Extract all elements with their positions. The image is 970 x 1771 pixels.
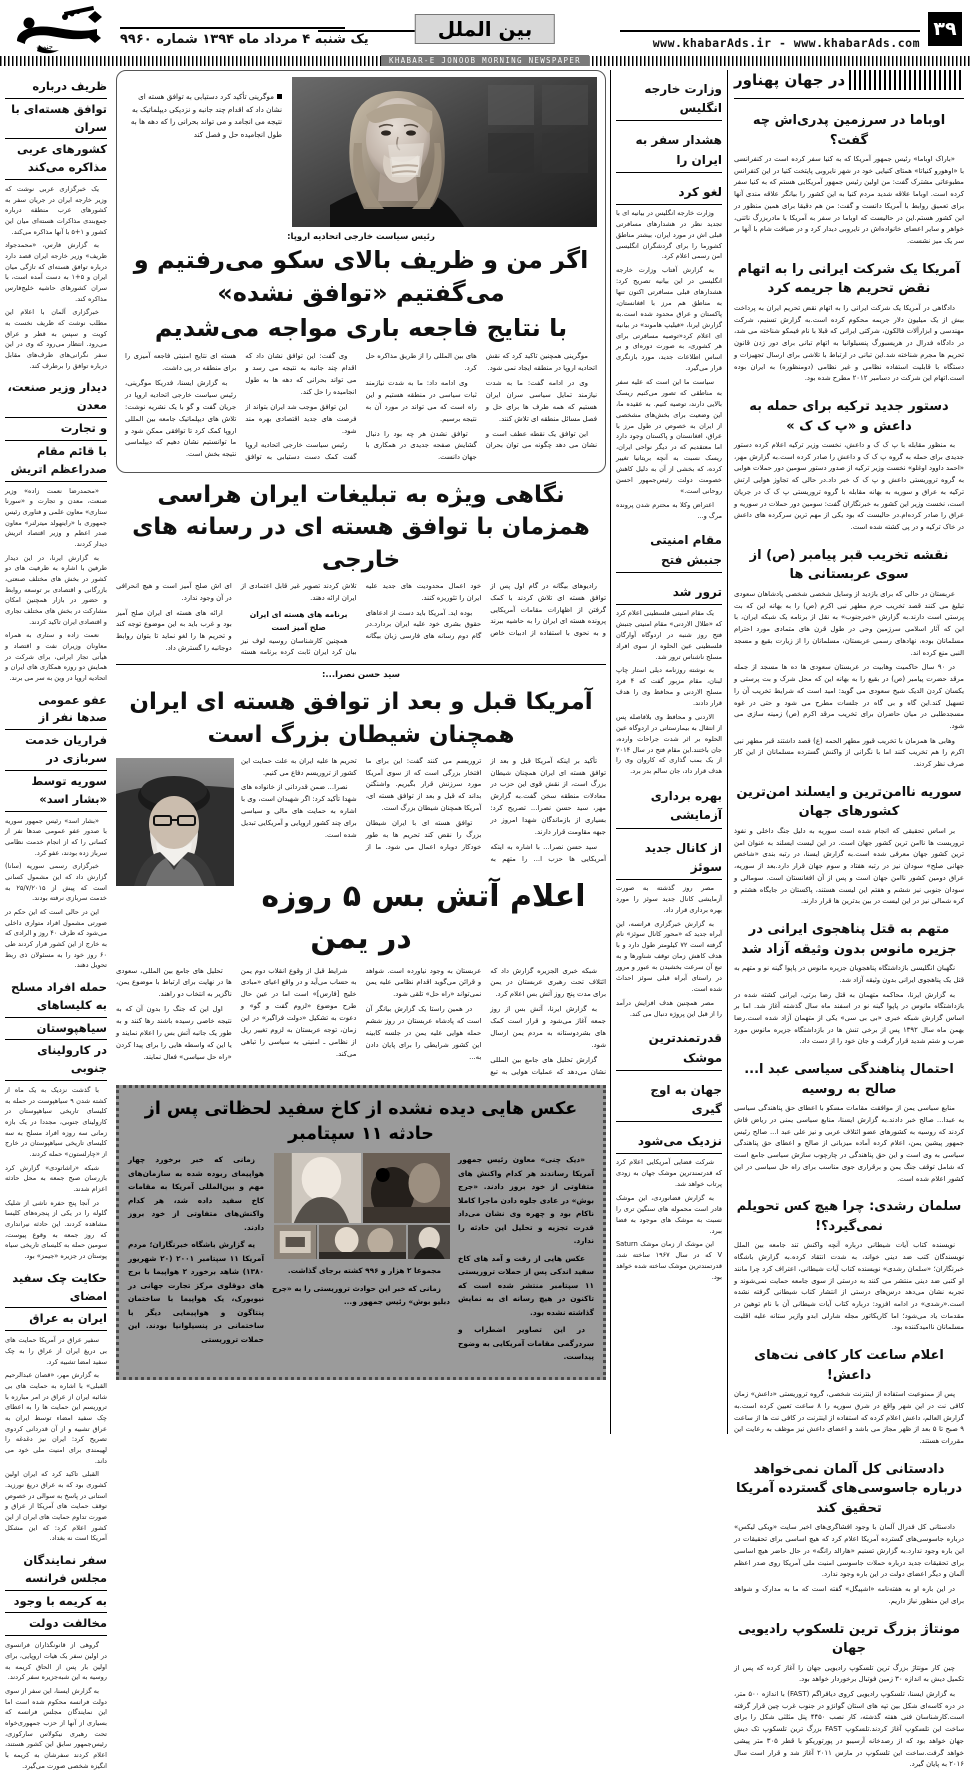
mogherini-photo — [292, 77, 597, 227]
paragraph: توافق هسته ای با ایران شیطان بزرگ را نقض کند تحریم ها به طور خودکار دوباره اعمال می شود. ما از تحریم ها علیه ایران به علت حمایت این کشور از تروریسم دفاع می کنیم. — [241, 756, 482, 851]
rail-article-headline-line3[interactable]: سوریه توسط «بشار اسد» — [5, 773, 107, 812]
paragraph: شرکت فضایی آمریکایی اعلام کرد که قدرتمندترین موشک جهان به زودی پرتاب خواهد شد. — [616, 1158, 722, 1189]
paragraph: رادیوهای بیگانه در گام اول پس از توافق هسته ای تلاش کردند با کمک گرفتن از اظهارات مقامات آمریکایی پرونده هسته ای ایران را به حاشیه ببرند و به نحوی با استفاده از ادبیات خاص خود اعمال محدودیت های جدید علیه ایران را تئوریزه کنند. — [365, 581, 606, 638]
paragraph: اعتراض وکلا به محترم شدن پرونده مرگ و... — [616, 500, 722, 520]
paragraph: وی ادامه داد: ما به شدت نیازمند ثبات سیاسی در منطقه هستیم و این راه است که می تواند در مورد آن به نتیجه برسیم. — [365, 379, 477, 423]
section2-headline[interactable]: نگاهی ویژه به تبلیغات ایران هراسی همزمان با توافق هسته ای در رسانه های خارجی — [132, 482, 590, 573]
paragraph: در آنجا پنج حفره ناشی از شلیک گلوله را در یکی از پنجره‌های کلیسا مشاهده کردند. این حادثه نیرانداری که روز جمعه به وقوع پیوست، سومین حمله به کلیسای تاریخی سیاه پوستان در جزیره «جیمز» بود. — [5, 1198, 107, 1261]
paragraph: ارائه های هسته ای ایران صلح آمیز بود و غرب باید به این موضوع توجه کند و تحریم ها را لغو نماید تا بتوان روابط دوجانبه را گسترش داد. — [116, 608, 232, 653]
paragraph: به گزارش ایرنا، در این دیدار طرفین با اشاره به ظرفیت های دو کشور در بخش های مختلف صنعتی، بازرگانی و اقتصادی بر توسعه روابط و حضور در بازار همچنین امکان مشارکت در بخش های مختلف تجاری و اقتصادی ایران تاکید کردند. — [5, 553, 107, 626]
paragraph: اول این که جنگ را بدون آن که به نتیجه خاصی رسیده باشند رها کنند و به طور یک جانبه آتش بس را اعلام نمایند و یا این که واسطه هایی را برای پیدا کردن «راه حل سیاسی» فعال نمایند. — [116, 1005, 232, 1061]
left-article-headline[interactable]: متهم به قتل پناهجوی ایرانی در جزیره مانوس بدون وثیقه آزاد شد — [741, 922, 957, 957]
paragraph: به گزارش آفتاب وزارت خارجه انگلیسی در این بیانیه تصریح کرد: هشدارهای قبلی مسافرتی اکنون تنها به مناطق هم مرز با افغانستان، پاکستان و عراق محدود شده است.به گزارش ایرنا، «فیلیپ هاموند» در بیانیه ای اعلام کرد«توصیه مسافرتی برای هر کشوری، به صورت دوره‌ای و بر اساس اطلاعات جدید، مورد بازنگری قرار می‌گیرد. — [616, 266, 722, 373]
paragraph: این در حالی است که این حکم در صورتی مشمول افراد متواری داخلی می‌شود که ظرف ۴۰ روز و الرادی که به خارج از این کشور قرار کردند طی ۶۰ روز خود را به مسئولان ذی ربط تحویل دهند. — [5, 907, 107, 970]
left-article-headline[interactable]: دستور جدید ترکیه برای حمله به داعش و «پ ک ک » — [749, 399, 949, 434]
nasrallah-photo — [116, 758, 234, 886]
left-article-headline[interactable]: احتمال پناهندگی سیاسی عبد ا... صالح به روسیه — [744, 1062, 954, 1097]
divider — [116, 664, 606, 665]
paragraph: چین کار مونتاژ بزرگ ترین تلسکوپ رادیویی جهان را آغاز کرده که پس از تکمیل دیش به اندازه ۳۰ زمین فوتبال برخوردار خواهد بود. — [734, 1663, 964, 1684]
paragraph: پس از ممنوعیت استفاده از اینترنت شخصی، گروه تروریستی «داعش» زمان کافی نت در این شهر واقع در شرق سوریه را ۸ ساعت تعیین کرده است.به گزارش العالم، داعش اعلام کرده که استفاده از اینترنت در کافی نت ها از ساعت ۹ صبح تا ۵ بعد از ظهر مجاز می باشد و اعضای داعش نیز موظف به رعایت این مقررات هستند. — [734, 1390, 964, 1446]
paragraph: خبرگزاری رسمی سوریه (سانا) گزارش داد که این مشمول کسانی است که پیش از ۲۵/۷/۲۰۱۵ به خدمت سربازی نرفته بودند. — [5, 862, 108, 903]
rail-article-headline[interactable]: دیدار وزیر صنعت، معدن — [5, 379, 107, 418]
bullet-icon — [277, 94, 282, 99]
paragraph: دادستانی کل فدرال آلمان با وجود افشاگری‌های اخیر سایت «ویکی لیکس» درباره جاسوسی‌های گسترده آمریکا اعلام کرد که هیچ اساسی برای تحقیقات در این باره وجود ندارد.به گزارش تسنیم «هارالد رانگه» در حال حاضر هیچ اساسی برای تحقیقات جدید درباره حملات جاسوسی امنیت ملی آمریکا روی صدر اعظم آلمان و دیگر اعضای دولت در این باره وجود ندارد. — [734, 1523, 964, 1579]
page-body — [0, 70, 970, 1770]
left-article-body — [734, 1389, 964, 1448]
paragraph: منابع سیاسی یمن از موافقت مقامات مسکو با اعطای حق پناهندگی سیاسی به عبدا... صالح خبر دادند.به گزارش ایسنا، منابع سیاسی یمنی در ریاض فاش کردند که روسیه به کشورهای عضو ائتلاف عربی و نیز علی عبد ا... صالح رئیس جمهور پیشین یمن، اعلام کرده آماده میزبانی از صالح و اعطای حق پناهندگی سیاسی به وی است و این حق پناهندگی در چارچوب سازش سیاسی جامع است که شامل توقف جنگ یمن و برقراری جوی مناسب برای راه حل سیاسی در این کشور اعلام شده است. — [734, 1104, 964, 1183]
left-article-headline[interactable]: دادستانی کل آلمان نمی‌خواهد درباره جاسوسی‌های گسترده آمریکا تحقیق کند — [735, 1461, 963, 1516]
paragraph: این موشک از زمان موشک Saturn V که در سال ۱۹۶۷ ساخته شد، قدرتمندترین موشک ساخته شده خواهد بود. — [616, 1240, 722, 1282]
left-article-body — [734, 589, 964, 771]
photo-mosaic — [272, 1153, 450, 1259]
paragraph: نصرا... ضمن قدردانی از خانواده های شهدا تأکید کرد: اگر شهیدان است، وی با اشاره به حمایت های مالی و سیاسی برای چند کشور اروپایی و آمریکایی تبدیل شده است. — [241, 783, 357, 839]
paragraph: شبکه «راشاتودی» گزارش کرد بازرسان صبح جمعه به محل حادثه اعزام شدند. — [5, 1163, 107, 1194]
left-article-headline[interactable]: اوباما در سرزمین پدری‌اش چه گفت؟ — [752, 113, 946, 148]
photo-tile — [274, 1153, 361, 1223]
feature-headline[interactable]: عکس هایی دیده نشده از کاخ سفید لحظاتی پس از حادثه ۱۱ سپتامبر — [144, 1099, 578, 1144]
main-content-column — [112, 70, 610, 1434]
rail-article-headline-line2[interactable]: و تجارت — [5, 420, 107, 441]
left-article-headline[interactable]: سلمان رشدی: چرا هیچ کس تحویلم نمی‌گیرد؟! — [736, 1199, 962, 1234]
paragraph: «بشار اسد» رئیس جمهور سوریه با صدور عفو عمومی صدها نفر از کسانی را که از انجام خدمت نظامی سرباز زده بودند، عفو کرد. — [5, 816, 107, 857]
masthead-rule-right — [620, 30, 920, 32]
rail-article-headline-line2[interactable]: به کریمه با وجود — [5, 1593, 107, 1614]
section3-kicker: سید حسن نصرا...: — [322, 670, 400, 681]
rail-article-headline-line2[interactable]: توافق هسته‌ای با سران — [5, 101, 107, 140]
rail-article-body — [5, 816, 107, 971]
paragraph: «دیک چنی» معاون رئیس جمهور آمریکا رساندند هر کدام واکنش های متفاوتی از خود بروز دادند. «جرج بوش» در عادی جلوه دادن ماجرا کاملا ناکام بود و چهره وی نشان می‌داد قدرت تجزیه و تحلیل این حادثه را ندارد. — [458, 1155, 594, 1246]
paragraph: به نوشته روزنامه دیلی استار چاپ لبنان، مقام مزبور گفت که ۴ فرد مسلح الاردنی و محافظ وی را هدف قرار دادند. — [616, 666, 722, 707]
rail-article-body — [5, 1640, 107, 1771]
rail-article-headline-line3[interactable]: در کارولینای جنوبی — [5, 1042, 107, 1081]
lead-story — [116, 70, 606, 473]
page-number: ۳۹ — [928, 12, 962, 46]
paragraph: زمانی که خبر این حوادث تروریستی را به «جرج دبلیو بوش» رئیس جمهور و... — [272, 1283, 450, 1307]
left-article-body — [734, 826, 964, 908]
masthead-rule-left — [120, 27, 345, 29]
feature-grid — [128, 1153, 594, 1367]
lead-headline-line2[interactable]: با نتایج فاجعه باری مواجه می‌شدیم — [154, 314, 568, 343]
mid-news-column — [610, 70, 728, 1434]
section2-body-columns — [116, 581, 606, 660]
mid-article-headline[interactable]: بهره برداری آزمایشی — [616, 787, 722, 828]
section3-wrap — [116, 756, 606, 866]
photo-tile — [319, 1225, 406, 1259]
mid-article-headline[interactable]: قدرتمندترین موشک — [616, 1029, 722, 1070]
photo-tile — [363, 1153, 450, 1223]
paragraph: وزارت خارجه انگلیس در بیانیه ای با تجدید نظر در هشدارهای مسافرتی قبلی اش در مورد ایران، بیشتر مناطق کشورما را برای گردشگران انگلیسی امن رسمی اعلام کرد. — [616, 208, 722, 261]
paragraph: با گذشت نزدیک به یک ماه از کشته شدن ۹ سیاهپوست در حمله به کلیسای تاریخی سیاهپوستان در کارولینای جنوبی، مجددا در یک بازه زمانی سه روزه افراد مسلح به سه کلیسای تاریخی سیاهپوستان در خارج از «چارلستون» حمله کردند. — [5, 1085, 107, 1159]
september-11-feature — [116, 1085, 606, 1379]
paragraph: وی در ادامه گفت: ما به شدت نیازمند تمایل سیاسی سران ایران هستیم که همه طرف ها برای حل و فصل مسائل منطقه ای تلاش کنند. — [485, 379, 597, 423]
paragraph: به گزارش ایرنا، آتش بس از روز جمعه آغاز می‌شود و قرار است کمک های بشردوستانه به مردم یمن ارسال شود. — [490, 1005, 606, 1049]
paragraph: سفیر عراق در آمریکا حمایت های بی دریغ ایران از عراق را به چک سفید امضا تشبیه کرد. — [5, 1336, 107, 1366]
mid-article-headline-line3[interactable]: نزدیک می‌شود — [616, 1132, 722, 1154]
divider — [734, 98, 964, 99]
rail-article-headline-line2[interactable]: ایران به عراق — [5, 1310, 107, 1331]
photo-tile — [408, 1225, 451, 1259]
mid-article-body — [616, 208, 722, 522]
rail-article-headline[interactable]: ظریف درباره — [5, 78, 107, 99]
paragraph: در همین راستا یک گزارش بیانگر آن است که پادشاه عربستان در روز ششم حمله هوایی علیه یمن در جلسه کابینه این کشور شرایطی را برای پایان دادن به... — [365, 1005, 482, 1061]
paragraph: نعمت زاده و ستاری به همراه معاونان وزیران نفت و اقتصاد و هیأتی تجار ایرانی، برای شرکت در همایش دو روزه همکاری های ایران و اتحادیه اروپا در وین به سر می برند. — [5, 631, 107, 682]
left-article-headline[interactable]: سوریه ناامن‌ترین و ایسلند امن‌ترین کشورهای جهان — [736, 784, 962, 820]
mid-article-headline-line2[interactable]: جهان به اوج گیری — [616, 1081, 722, 1122]
mid-article-headline-line2[interactable]: هشدار سفر به ایران را — [616, 131, 722, 172]
paragraph: یک مقام امنیتی فلسطینی اعلام کرد که «طلال الاردنی» مقام امنیتی جنبش فتح روز شنبه در اردوگاه آوارگان فلسطینی عین الحلوه از سوی افراد مسلح ناشناس ترور شد. — [616, 609, 722, 661]
paragraph: شرایط قبل از وقوع انقلاب دوم یمن به حساب می‌آید و در واقع اعیای «مبادی خلیج [فارس]» است اما در عین حال طرح موضوع «لزوم گفت و گو» و دعوت به تشکیل «دولت فراگیر» در این زمان، توجه عربستان به لزوم تغییر ریل از نظامی ـ امنیتی به سیاسی را تباهی می‌کند. — [240, 966, 357, 1058]
paragraph: به گزارش خبرگزاری فرانسه، این آبراه جدید که «محور کانال سوئز» نام گرفته است ۷۲ کیلومتر طول دارد و با هدف کاهش زمان توقف شناورها و به تبع آن سرعت بخشیدن به عبور و مرور در راستای آبراه قبلی سوئز احداث شده است. — [616, 919, 722, 993]
paragraph: القبلی تاکید کرد که ایران اولین کشوری بود که به عراق دریغ نورزید. استانی در پاسخ به سوالی در خصوص توقف حمایت های آمریکا از عراق و صورت تداوم حمایت های ایران از این کشور اعلام کرد: که این مشکل آمریکا است نه بغداد. — [5, 1470, 107, 1543]
lead-headline-line1[interactable]: اگر من و ظریف بالای سکو می‌رفتیم و می‌گفتیم «توافق نشده» — [133, 246, 589, 308]
rail-article-headline[interactable]: عفو عمومی صدها نفر از — [5, 692, 107, 731]
left-article-body — [734, 303, 964, 385]
paragraph: در این تصاویر اضطراب و سردرگمی مقامات آمریکایی به وضوح پیداست. — [458, 1325, 594, 1362]
left-article-headline[interactable]: آمریکا یک شرکت ایرانی را به اتهام نقض تحریم ها جریمه کرد — [737, 261, 961, 297]
paragraph: مصر همچنین هدف افزایش درآمد را از قبل این پروژه دنبال می کند. — [616, 998, 722, 1018]
paragraph: رئیس سیاست خارجی اتحادیه اروپا گفت کمک دست دستیابی به توافق هسته ای نتایج امنیتی فاجعه آمیزی را برای منطقه در پی داشت. — [125, 352, 357, 462]
paragraph: دادگاهی در آمریکا یک شرکت ایرانی را به اتهام نقض تحریم ایران به پرداخت بیش از یک میلیون دلار جریمه محکوم کرده است.به گزارش تسنیم، شرکت مهندسی و ابزارآلات فالکون، شرکتی ایرانی که قبلا با نام فیمکو شناخته می شد، در دادگاه فدرال در هریسبورگ پنسیلوانیا به اتهام تبانی برای دور زدن قانون تحریم ها مجرم شناخته شد.این تبانی در ارتباط با تلاشی برای ارسال تجهیزات و دستگاه با قابلیت استفاده نظامی و غیر نظامی (دومنظوره) به ایران بوده است.اتهام این شرکت در دسامبر ۲۰۱۲ مطرح شده بود. — [734, 303, 964, 383]
mid-article-body — [616, 608, 722, 777]
section-title: بین الملل — [415, 14, 555, 44]
lead-photo-caption — [125, 77, 282, 227]
paragraph: وهابی ها همزمان با تخریب قبور مطهر الحمه (ع) قصد داشتند قبر مطهر نبی اکرم را هم تخریب کنند اما با نگرانی از واکنش گسترده مسلمانان از این کار صرف نظر کردند. — [734, 736, 964, 769]
photo-graphic — [319, 1225, 406, 1259]
paragraph: تأکید بر اینکه آمریکا قبل و بعد از توافق هسته ای ایران همچنان شیطان بزرگ است، از نقش قوی این حزب در معادلات منطقه سخن گفت.به گزارش مهر، سید حسن نصرا... تصریح کرد: بسیاری از بازماندگان شهدا امروز در جبهه مقاومت قرار دارند. — [490, 756, 606, 836]
rail-article-body — [5, 486, 107, 684]
section3-headline[interactable]: آمریکا قبل و بعد از توافق هسته ای ایران همچنان شیطان بزرگ است — [129, 689, 593, 748]
mid-article-headline-line2[interactable]: ترور شد — [616, 583, 722, 605]
rail-article-headline-line3[interactable]: با قائم مقام صدراعظم اتریش — [5, 443, 107, 482]
paragraph: زمانی که خبر برخورد چهار هواپیمای ربوده شده به سازمان‌های مهم و بین‌المللی آمریکا به مقامات کاخ سفید داده شد، هر کدام واکنش‌های متفاوتی از خود بروز دادند. — [128, 1155, 264, 1232]
khabar-logo-icon — [9, 3, 115, 57]
world-news-column — [728, 70, 970, 1769]
english-masthead-label: KHABAR-E JONOOB MORNING NEWSPAPER — [381, 55, 589, 66]
paragraph: به گزارش ایسنا، این سفر از سوی دولت فرانسه محکوم شده است اما این نمایندگان مجلس فرانسه که بسیاری از آنها از حزب جمهوری‌خواه تحت رهبری نیکولاس سارکوزی، رئیس‌جمهور سابق این کشور هستند، اعلام کردند سفرشان به کریمه با انگیزه شخصی صورت می‌گیرد. — [5, 1686, 107, 1770]
rail-article-headline-line3[interactable]: کشورهای عربی مذاکره می‌کند — [5, 141, 107, 180]
paragraph: توافق نشدن هر چه بود را دنبال گشایش صفحه جدیدی در همکاری با جهان دانست. — [365, 429, 477, 462]
paragraph: گزارش تحلیل های جامع بین المللی نشان می‌دهد که عملیات هوایی به تبع عربستان به وجود نیاورده است. شواهد و قرائن می‌گوید اقدام نظامی علیه یمن نمی‌تواند «راه حل» تلقی شود. — [365, 966, 606, 1076]
photo-graphic — [363, 1153, 450, 1223]
svg-text:جنوب: جنوب — [36, 43, 53, 51]
paragraph: وی گفت: این توافق نشان داد که اقدام چند جانبه به نتیجه می رسد و می تواند بحرانی که دهه ها به طول انجامیده را حل کند. — [245, 352, 357, 396]
left-article-headline[interactable]: نقشه تخریب قبر پیامبر (ص) از سوی عربستانی ها — [749, 547, 949, 583]
left-article-headline[interactable]: مونتاژ بزرگ ترین تلسکوپ رادیویی جهان — [737, 1621, 961, 1657]
left-article-body — [734, 1522, 964, 1607]
caption-text: موگرینی تأکید کرد دستیابی به توافق هسته ای نشان داد که اقدام چند جانبه و نزدیکی دیپلماتیک به نتیجه می انجامد و می تواند بحرانی را که دهه ها به طول انجامیده حل و فصل کند — [130, 92, 282, 139]
mid-article-headline[interactable]: مقام امنیتی جنبش فتح — [616, 531, 722, 572]
paragraph: سید حسن نصرا... با اشاره به اینکه آمریکایی ها حزب ا... را متهم به تروریسم می کنند گفت: این برای ما افتخار بزرگی است که از سوی آمریکا مورد سرزنش قرار بگیریم. واشنگتن بداند که قبل و بعد از توافق هسته ای، آمریکا همچنان شیطان بزرگ است. — [365, 756, 606, 863]
photo-graphic — [274, 1153, 361, 1223]
paragraph: این توافق یک نقطه عطف است و نشان می دهد چگونه می توان بحران های بین المللی را از طریق مذاکره حل کرد. — [365, 352, 597, 450]
photo-graphic — [116, 758, 234, 886]
world-section-title: در جهان پهناور — [734, 71, 846, 89]
mid-article-headline-line3[interactable]: لغو کرد — [616, 183, 722, 205]
rail-article-body — [5, 1085, 107, 1262]
newspaper-logo — [8, 2, 116, 58]
section2-subhead: برنامه های هسته ای ایران صلح آمیز است — [249, 609, 348, 632]
paragraph: عربستان در حالی که برای بازدید از وسایل شخصی شخصی پادشاهان سعودی تبلیغ می کنند قصد تخریب حرم مطهر نبی اکرم (ص) را به بهانه این که بت پرستی است دارند.به گزارش «خبرجنوب» به نقل از برنامه یک شبکه ایران، با این که آثار اسلامی سرزمین وحی در طول قرن های متمادی مورد احترام مسلمانان بوده، نهادهای رسمی عربستان، مسلمانان را از زیارت بقیع و مسجد النبی منع کرده اند. — [734, 589, 964, 657]
paragraph: نگهبان انگلیسی بازداشتگاه پناهجویان جزیره مانوس در پاپوا گینه نو و متهم به قتل یک پناهجوی ایرانی بدون وثیقه آزاد شد. — [734, 964, 964, 984]
paragraph: نویسنده کتاب آیات شیطانی درباره آنچه واکنش تند جامعه بین الملل نویسندگان کتب ضد دینی خواند، به شدت انتقاد کرده.به گزارش باشگاه خبرنگاران؛ «سلمان رشدی» نویسنده کتاب آیات شیطانی، اعتراف کرد چرا مانند او کتبی ضد دینی منتشر می کنند به درستی از سوی جامعه حمایت نمی‌شوند و تجربه نشان می‌دهد درس‌های درستی از انتشار کتاب شیطانی گرفته نشده است.«رشدی» در ادامه افزود: درباره کتاب آیات شیطانی آن با نام توهین در مقدمات یاد می‌شود؛ اما کاریکاتور مجله شارلی ابدو وازیر ستانه علیه اقلیت مسلمانان ناامیدکننده بود. — [734, 1241, 964, 1332]
website-urls[interactable]: www.khabarAds.ir - www.khabarAds.com — [652, 36, 920, 50]
paragraph: خبرگزاری آلمان با اعلام این مطلب نوشت که ظریف نخست به کویت و سپس به قطر و عراق می‌رود. انتظار می‌رود که وی در این سفر نگرانی‌های طرف‌های مقابل درباره توافق را برطرف کند. — [5, 308, 107, 370]
left-article-headline[interactable]: اعلام ساعت کار کافی نت‌های داعش! — [754, 1348, 944, 1383]
dateline: یک شنبه ۴ مرداد ماه ۱۳۹۴ شماره ۹۹۶۰ — [120, 32, 369, 47]
rail-article-headline-line3[interactable]: مخالفت دولت — [5, 1615, 107, 1636]
mid-article-headline-line2[interactable]: از کانال جدید سوئز — [616, 839, 722, 880]
left-article-body — [734, 1663, 964, 1771]
paragraph: در این باره او به هفته‌نامه «اشپیگل» گفته است که ما به مدارک و شواهد برای این منظور نیاز داریم. — [734, 1585, 964, 1605]
photo-graphic — [292, 77, 597, 227]
column-header-stripe — [849, 70, 964, 90]
paragraph: به گزارش ایرنا، محاکمه متهمان به قتل رضا برتی، ایرانی کشته شده در بازداشتگاه مانوس در پاپوا گینه نو در اسفند ماه سال گذشته آغاز شد. اما بر اساس گزارش شبکه خبری «بی بی سی» یکی از متهمان آزاد شده است.رضا بهمن ماه سال ۱۳۹۲ پس از برخی تنش ها در بازداشتگاه جزیره مانوس مورد ضرب و شتم شدید قرار گرفت و جان خود را از دست داد. — [734, 990, 964, 1046]
feature-column-mid — [272, 1264, 450, 1308]
left-article-body — [734, 154, 964, 248]
feature-column-left — [458, 1153, 594, 1367]
paragraph: عکس هایی از رفت و آمد های کاخ سفید اندکی پس از حملات تروریستی ۱۱ سپتامبر منتشر شده است که تاکنون در هیچ رسانه ای به نمایش گذاشته نشده بود. — [458, 1253, 594, 1317]
paragraph: مصر روز گذشته به صورت آزمایشی کانال جدید سوئز را مورد بهره برداری قرار داد. — [616, 883, 722, 914]
paragraph: مجموعا ۲ هزار و ۹۹۶ کشته برجای گذاشت. — [287, 1266, 441, 1276]
paragraph: یه گزارش باشگاه خبرنگاران؛ مردم آمریکا ۱۱ سپتامبر ۲۰۰۱ (۲۰ شهریور ۱۳۸۰) شاهد برخورد ۲ هواپیما با برج های دوقلوی مرکز تجارت جهانی در نیویورک، یک هواپیما با ساختمان پنتاگون و هواپیمایی دیگر با ساختمانی در پنسیلوانیا بودند. این حملات تروریستی — [128, 1240, 264, 1344]
masthead — [0, 0, 970, 65]
paragraph: شبکه خبری الجزیره گزارش داد که ائتلاف تحت رهبری عربستان در یمن برای مدت پنج روز آتش بس اعلام کرد. — [490, 966, 606, 999]
paragraph: الاردنی و محافظ وی بلافاصله پس از انتقال به بیمارستانی در اردوگاه عین الحلوه بر اثر شدت جراحات وارده، جان باختند.این مقام فتح در سال ۲۰۱۴ از یک بمب گذاری که کاروان وی را هدف قرار داد، جان سالم بدر برد. — [616, 712, 722, 776]
left-article-body — [734, 1103, 964, 1185]
rail-article-headline-line2[interactable]: فراریان خدمت سربازی در — [5, 732, 107, 771]
paragraph: گروهی از قانونگذاران فرانسوی در اولین سفر یک هیات اروپایی، برای اولین بار پس از الحاق کریمه به روسیه به این شبه‌جزیره سفر کردند. — [5, 1641, 107, 1682]
lead-body-columns — [125, 351, 597, 464]
section4-headline[interactable]: اعلام آتش بس ۵ روزه در یمن — [261, 878, 586, 956]
paragraph: به گزارش فضانوردی، این موشک قادر است محموله های سنگین تری را نسبت به موشک های موجود به فضا ببرد. — [616, 1193, 722, 1235]
left-article-body — [734, 963, 964, 1048]
rail-article-headline[interactable]: حکایت چک سفید امضای — [5, 1270, 107, 1309]
section3-body-columns — [241, 756, 606, 866]
paragraph: بر اساس تحقیقی که انجام شده است سوریه به دلیل جنگ داخلی و نفوذ تروریست ها ناامن ترین کشور جهان است. در این لیست ایسلند به عنوان امن ترین کشور جهان معرفی شده است.به گزارش ایسنا، در رتبه بندی «شاخص جهانی صلح» سودان نیز در رتبه هفتاد و سوم جهان قرار دارد.بعد از سوریه، عراق دومین کشور ناامن جهان است و پس از آن افغانستان است. سومالی و سودان جنوبی نیز ششم و هفتم این لیست هستند، پاکستان در جایگاه هشتم و کره شمالی نیز در این لیست در بین بدترین ها قرار دارند. — [734, 826, 964, 906]
paragraph: به گزارش فارس، «محمدجواد ظریف» وزیر خارجه ایران قصد دارد درباره توافق هسته‌ای که تازگی میان ایران و ۵+۱ به دست آمده است، با سران کشورهای حاشیه خلیج‌فارس مذاکره کند. — [5, 241, 107, 303]
paragraph: به گزارش ایسنا، فدریکا موگرینی، رئیس سیاست خارجی اتحادیه اروپا در جریان گفت و گو با یک نشریه نوشت: تلاش های دیپلماتیک جامعه بین المللی اروپا کمک کرد تا توافقی ممکن شود و ما توانستیم نشان دهیم که دیپلماسی نتیجه بخش است. — [125, 379, 237, 459]
photo-tile — [274, 1225, 317, 1259]
rail-article-headline[interactable]: حمله افراد مسلح به کلیساهای — [5, 979, 107, 1018]
paragraph: به منظور مقابله با پ ک ک و داعش، نخست وزیر ترکیه اعلام کرده دستور جدیدی برای حمله به گروه پ ک ک و داعش را صادر کرده است.به گزارش مهر، «احمد داوود اوغلو» نخست وزیر ترکیه از صدور دستور سومین دور حملات هوایی به گروه تروریستی داعش و پ ک ک خبر داد.در حالی که تجاوز هوایی ارتش ترکیه به عراق و سوریه به بهانه مقابله با گروه تروریستی پ ک ک در جریان است، نخست وزیر این کشور به خبرنگاران گفت: سومین دور حملات در سوریه و عراق را صادر کرده‌ام.در حالیست که بود یکی از مهم ترین سرکرده های داعش در خاک ترکیه و در پی کشته شده است. — [734, 441, 964, 532]
mid-article-headline[interactable]: وزارت خارجه انگلیس — [616, 80, 722, 121]
section4-body-columns — [116, 966, 606, 1079]
paragraph: موگرینی همچنین تاکید کرد که نقش اتحادیه اروپا در منطقه ایجاد نمی شود. — [485, 352, 597, 373]
right-news-column — [0, 70, 112, 1770]
left-article-body — [734, 1240, 964, 1334]
paragraph: به گزارش مهر، «قصان عبدالرحیم القبلی» با اشاره به حمایت های بی شائبه ایران از عراق در امر مبارزه با تروریسم این حمایت ها را به اعطای چک سفید امضاء توسط ایران به عراق تشبیه و از آن قدردانی کردوی تصریح کرد: ایران نیز دغدغه را لهیمندی برای امنیت ملی خود می داند. — [5, 1371, 107, 1465]
feature-photo-block — [272, 1153, 450, 1367]
rail-article-body — [5, 184, 107, 371]
paragraph: این توافق موجب شد ایران بتواند از فرصت های جدید اقتصادی بهره مند شود. — [245, 402, 357, 435]
paragraph: یک خبرگزاری عربی نوشت که وزیر خارجه ایران در جریان سفر به کشورهای عرب منطقه درباره جمع‌بندی مذاکرات هسته‌ای میان این کشور و ۱+۵ با آنها مذاکره می‌کند. — [5, 185, 107, 236]
left-article-body — [734, 440, 964, 534]
rail-article-body — [5, 1335, 107, 1544]
paragraph: همچنین کارشناسان روسیه لوف نیز بیان کرد ایران ثابت کرده برنامه هسته ای اش صلح آمیز است و هیچ انحرافی در آن وجود ندارد. — [116, 581, 357, 657]
mid-article-body — [616, 883, 722, 1020]
lead-top-row — [125, 77, 597, 227]
photo-graphic — [274, 1225, 317, 1259]
paragraph: «محمدرضا نعمت زاده» وزیر صنعت، معدن و تجارت و «سورنا ستاری» معاون علمی و فناوری رئیس جمهوری با «راینهولد میترلنر» معاون صدر اعظم و وزیر اقتصاد اتریش دیدار کردند. — [5, 486, 107, 548]
lead-kicker: رئیس سیاست خارجی اتحادیه اروپا: — [287, 232, 435, 242]
paragraph: به گزارش ایسنا، تلسکوپ رادیویی کروی دیافراگم (FAST) با اندازه ۵۰۰ متر، در دره کاسه‌ای شکل بین تپه های استان گوانژو در جنوب غرب چین قرار گرفته است.کارشناسان فنی هفته گذشته، کار نصب ۴۴۵۰ پنل مثلثی شکل را برای ساخت این تلسکوپ آغاز کردند.تلسکوپ FAST بزرگ ترین تلسکوپ تک دیش جهان خواهد بود که از رصدخانه آرسیبو در پورتوریکو با قطر ۳۰۵ متر پیشی خواهد گرفت.ساخت این تلسکوپ در مارس ۲۰۱۱ آغاز شد و قرار است سال ۲۰۱۶ به پایان گیرد. — [734, 1689, 965, 1769]
paragraph: تحلیل های جامع بین المللی، سعودی ها در نهایت برای ارتباط با موضوع یمن، ناگزیر به انتخاب دو راهند. — [116, 966, 232, 999]
feature-column-right — [128, 1153, 264, 1367]
paragraph: «باراک اوباما» رئیس جمهور آمریکا که به کنیا سفر کرده است در کنفرانسی با «اوهورو کنیاتا» همتای کنیایی خود در شهر نایروبی پایتخت کنیا در این کنفرانس مطبوعاتی مشترک گفت: من اولین رئیس جمهور آمریکایی هستم که به کنیا سفر کرده است. اوباما علاقه شدید مردم کنیا به این کشور را بیانگر علاقه مندی آنها برای تعمیق روابط با آمریکا دانست و گفت: من هم دقیقا برای همین منظور در این کشور هستم.این در حالیست که اوباما در سفر به آمریکا با مادربزرگ ناتنی، خواهر و سایر اعضای خانواده‌اش در نایروبی دیدار کرد و در ضیافت شام با آنها بر سر یک میز نشست. — [734, 155, 964, 246]
rail-article-headline-line2[interactable]: سیاهپوستان — [5, 1020, 107, 1041]
mid-article-body — [616, 1157, 722, 1283]
photo-graphic — [408, 1225, 451, 1259]
paragraph: بوده اید. آمریکا باید دست از ادعاهای حقوق بشری خود علیه ایران بردارد.در گام دوم رسانه های فارسی زبان بیگانه تلاش کردند تصویر غیر قابل اعتمادی از ایران ارائه دهند. — [240, 581, 482, 641]
paragraph: در ۹۰ سال حاکمیت وهابیت در عربستان سعودی ها ده ها مسجد از جمله مرقد حضرت پیامبر (ص) در بقیع را به بهانه این که محل شرک و بت پرستی و یکسان کردن الدیک شیخ سعودی می گوید: امید است که شرایط تخریب آن را تسهیل کند.این گاه و بی گاه در جلسات مطرح می شود و حتی در غوه مسجدطلبی در میان حاضران برای تخریب مرقد اکرم (ص) زمینه سازی می شود. — [734, 663, 964, 730]
rail-article-headline[interactable]: سفر نمایندگان مجلس فرانسه — [5, 1552, 107, 1591]
paragraph: سیاست ما این است که علیه سفر به مناطقی که تصور می‌کنیم ریسک بالایی دارند، توصیه کنیم. به عقیده ما، این وضعیت برای بخش‌های مشخصی از ایران به خصوص در طول مرز با عراق، افغانستان و پاکستان وجود دارد اما معتقدیم که در دیگر نواحی ایران، ریسک نسبت به آنچه بریتانیا تغییر کرده، که بخشی از آن به دلیل کاهش خصومت دولت رئیس‌جمهور احسن روحانی است.» — [616, 378, 722, 495]
